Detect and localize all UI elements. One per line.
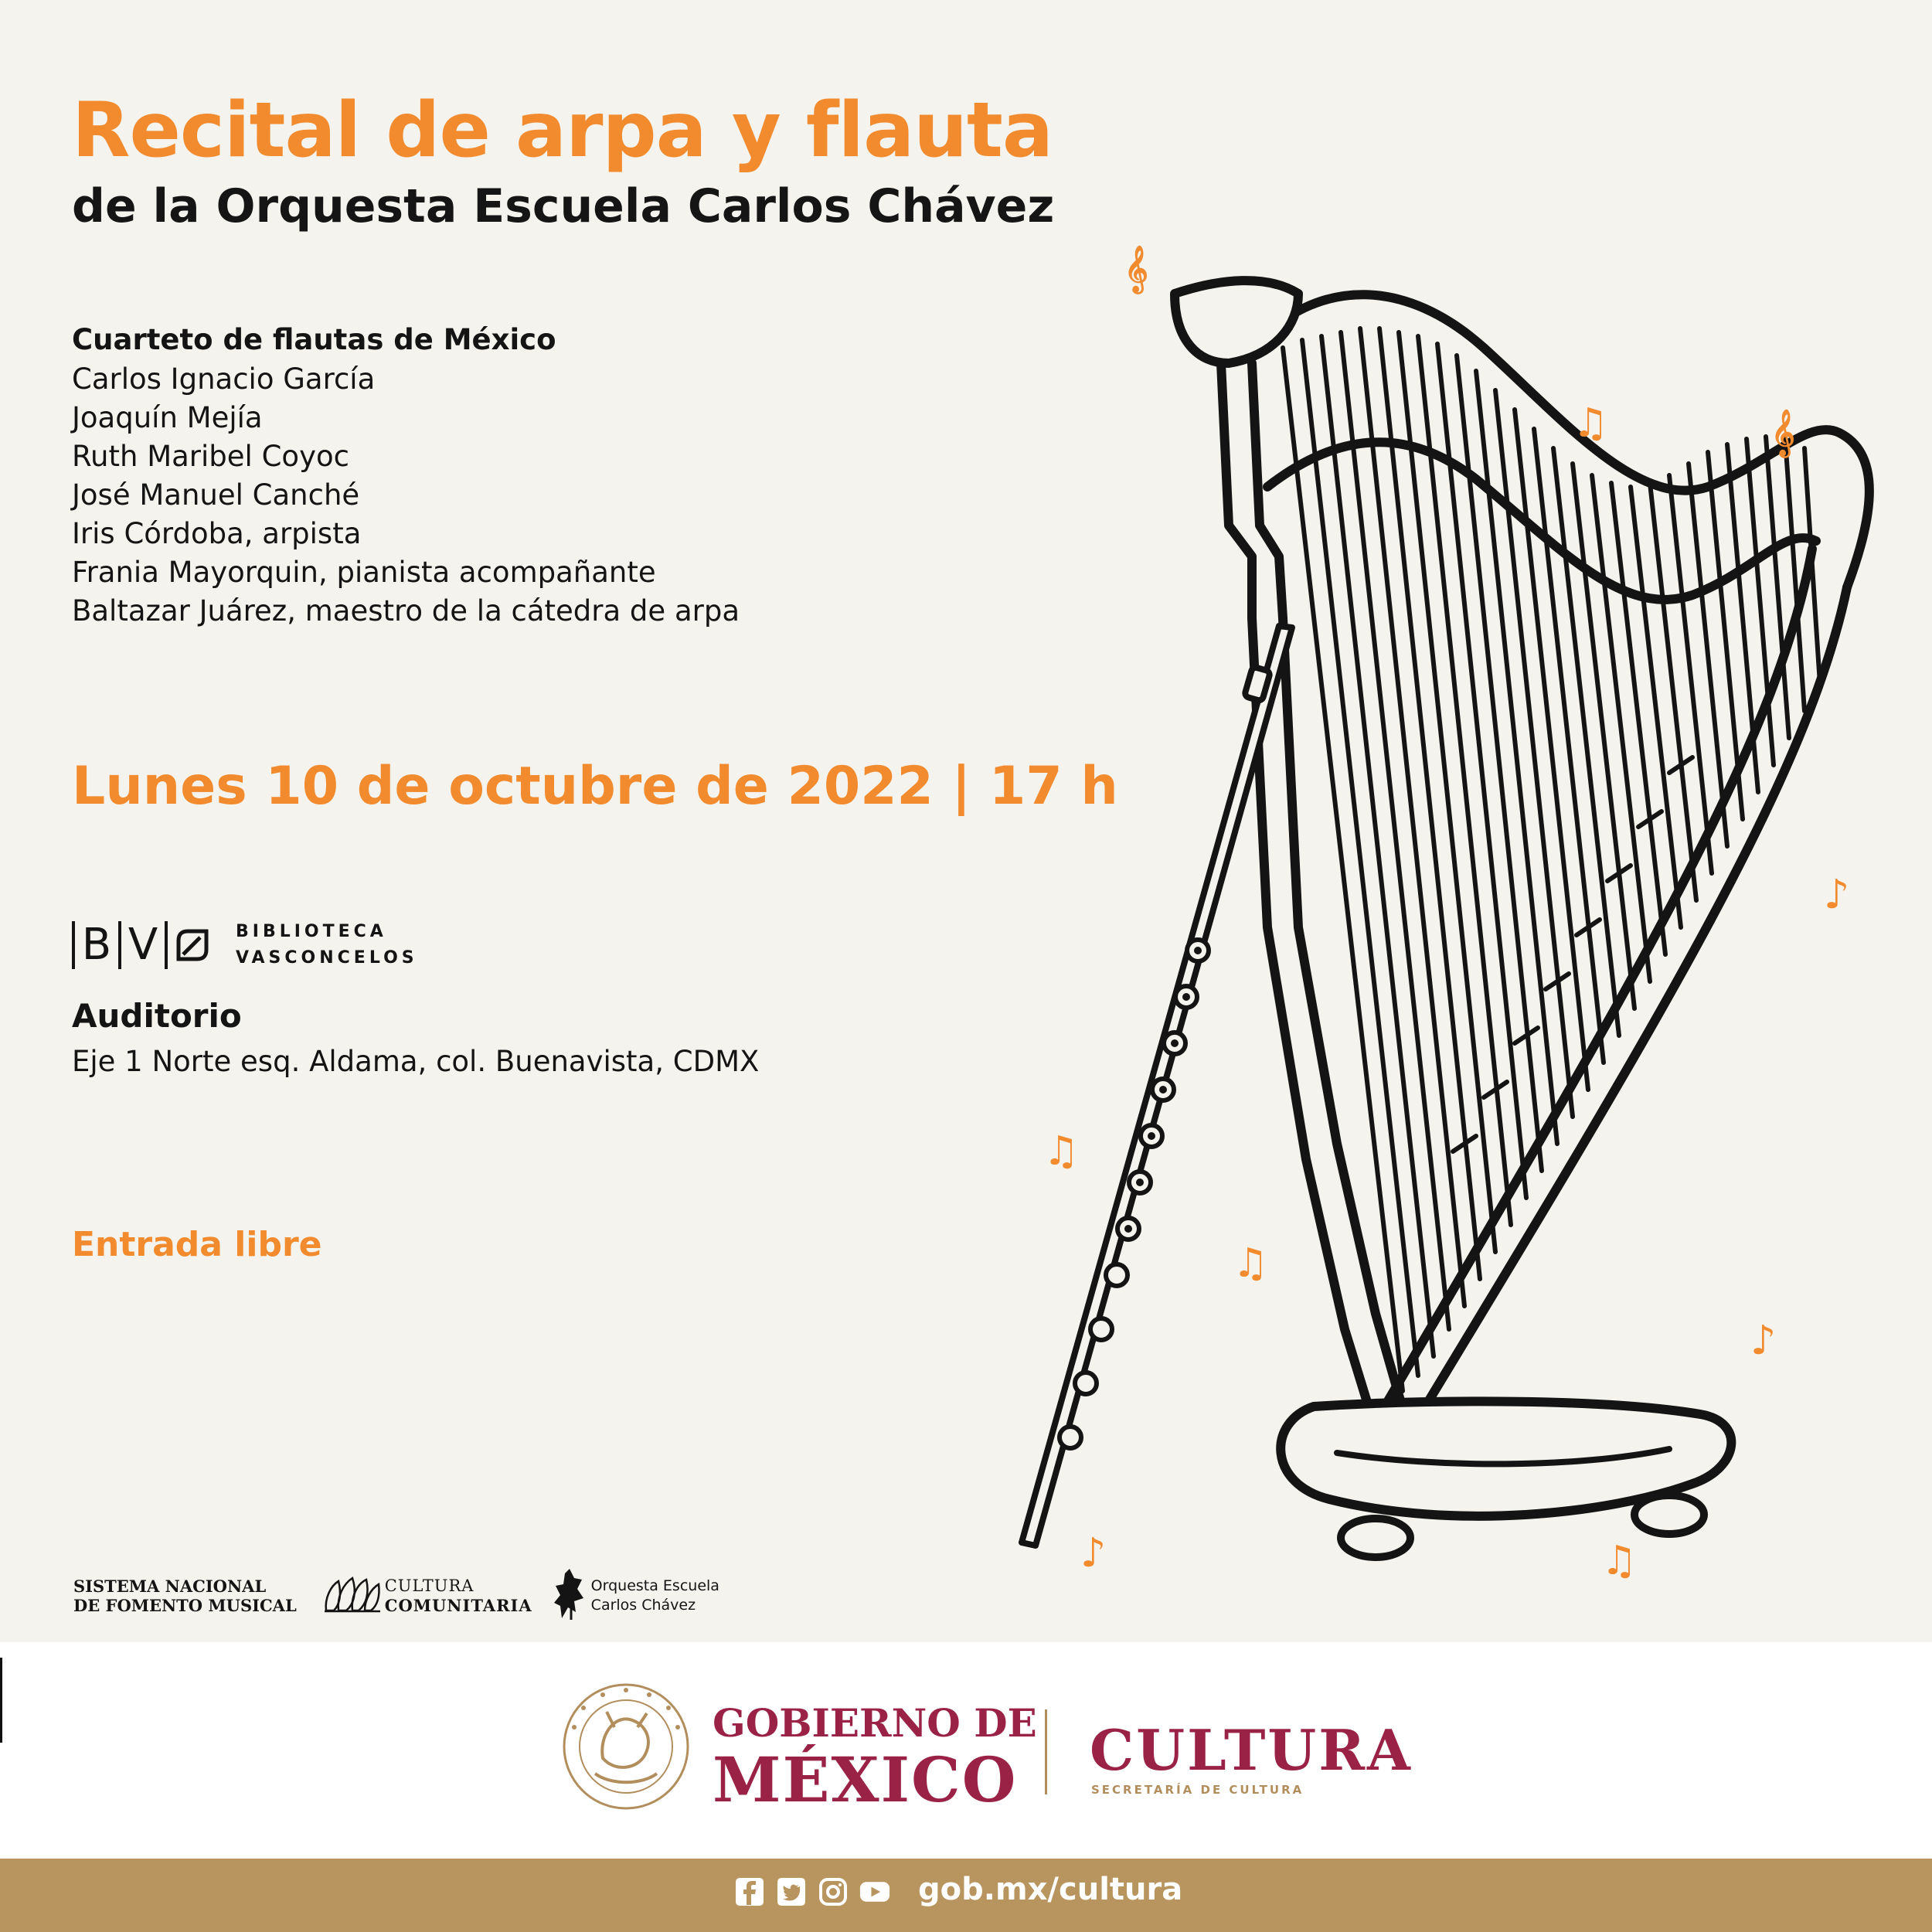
cc-line1: CULTURA — [384, 1577, 474, 1595]
facebook-icon[interactable] — [734, 1876, 765, 1907]
snfm-line1: SISTEMA NACIONAL — [73, 1577, 267, 1596]
harp-flute-illustration — [974, 232, 1886, 1592]
bv-line1: BIBLIOTECA — [236, 922, 387, 941]
national-seal-icon — [560, 1681, 692, 1812]
orquesta-escuela-logo — [554, 1567, 719, 1624]
flute — [1022, 626, 1292, 1546]
music-notes-icon: ♫ — [1601, 1538, 1638, 1584]
cultura-comunitaria-logo — [323, 1575, 532, 1617]
ensemble-name: Cuarteto de flautas de México — [72, 323, 556, 356]
performer-item: Joaquín Mejía — [72, 401, 263, 434]
performer-item: Carlos Ignacio García — [72, 362, 376, 396]
performer-item: Frania Mayorquin, pianista acompañante — [72, 556, 656, 589]
gob-line1: GOBIERNO DE — [713, 1700, 1037, 1746]
music-notes-icon: ♫ — [1233, 1240, 1269, 1287]
cc-line2: COMUNITARIA — [384, 1596, 532, 1615]
secretaria-label: SECRETARÍA DE CULTURA — [1091, 1783, 1304, 1797]
event-title: Recital de arpa y flauta — [72, 87, 1053, 175]
music-notes-icon: ♫ — [1043, 1128, 1080, 1175]
music-notes-icon: ♫ — [1573, 400, 1609, 447]
event-subtitle: de la Orquesta Escuela Carlos Chávez — [72, 179, 1055, 233]
instagram-icon[interactable] — [818, 1876, 849, 1907]
bv-letter-v: V — [121, 921, 168, 969]
twitter-icon[interactable] — [776, 1876, 807, 1907]
gob-line2: MÉXICO — [713, 1743, 1018, 1816]
music-note-icon: ♪ — [1824, 872, 1850, 918]
edge-mark — [0, 1658, 2, 1743]
music-note-icon: ♪ — [1080, 1530, 1107, 1577]
cc-wordmark — [385, 1577, 532, 1615]
footer-divider — [1045, 1709, 1047, 1794]
biblioteca-vasconcelos-logo — [72, 918, 418, 972]
oecc-line2: Carlos Chávez — [590, 1597, 696, 1614]
performer-item: José Manuel Canché — [72, 478, 360, 512]
lotus-icon — [323, 1575, 382, 1617]
event-datetime: Lunes 10 de octubre de 2022 | 17 h — [72, 756, 1118, 817]
treble-clef-icon: 𝄞 — [1124, 246, 1148, 292]
cultura-wordmark: CULTURA — [1090, 1717, 1413, 1783]
bv-wordmark — [236, 919, 418, 971]
partner-logos — [73, 1569, 719, 1623]
oecc-wordmark — [591, 1577, 719, 1615]
bv-mark — [72, 921, 217, 969]
snfm-logo — [73, 1577, 297, 1615]
music-note-icon: ♪ — [1750, 1318, 1777, 1364]
orchestra-emblem-icon — [554, 1567, 585, 1624]
leaf-icon — [168, 921, 217, 969]
footer-url[interactable]: gob.mx/cultura — [918, 1872, 1183, 1907]
youtube-icon[interactable] — [859, 1876, 890, 1907]
social-icons — [734, 1876, 901, 1907]
bv-line2: VASCONCELOS — [236, 948, 418, 968]
venue-name: Auditorio — [72, 997, 242, 1035]
treble-clef-icon: 𝄞 — [1771, 410, 1795, 456]
gobierno-de-mexico-logo — [713, 1700, 1037, 1816]
entry-note: Entrada libre — [72, 1225, 322, 1264]
venue-address: Eje 1 Norte esq. Aldama, col. Buenavista, CDMX — [72, 1045, 760, 1078]
performer-item: Baltazar Juárez, maestro de la cátedra de arpa — [72, 594, 740, 628]
snfm-line2: DE FOMENTO MUSICAL — [73, 1596, 297, 1615]
bv-letter-b: B — [75, 921, 121, 969]
performer-item: Ruth Maribel Coyoc — [72, 440, 349, 473]
performer-item: Iris Córdoba, arpista — [72, 517, 362, 550]
performer-list — [72, 360, 740, 631]
oecc-line1: Orquesta Escuela — [590, 1577, 719, 1594]
